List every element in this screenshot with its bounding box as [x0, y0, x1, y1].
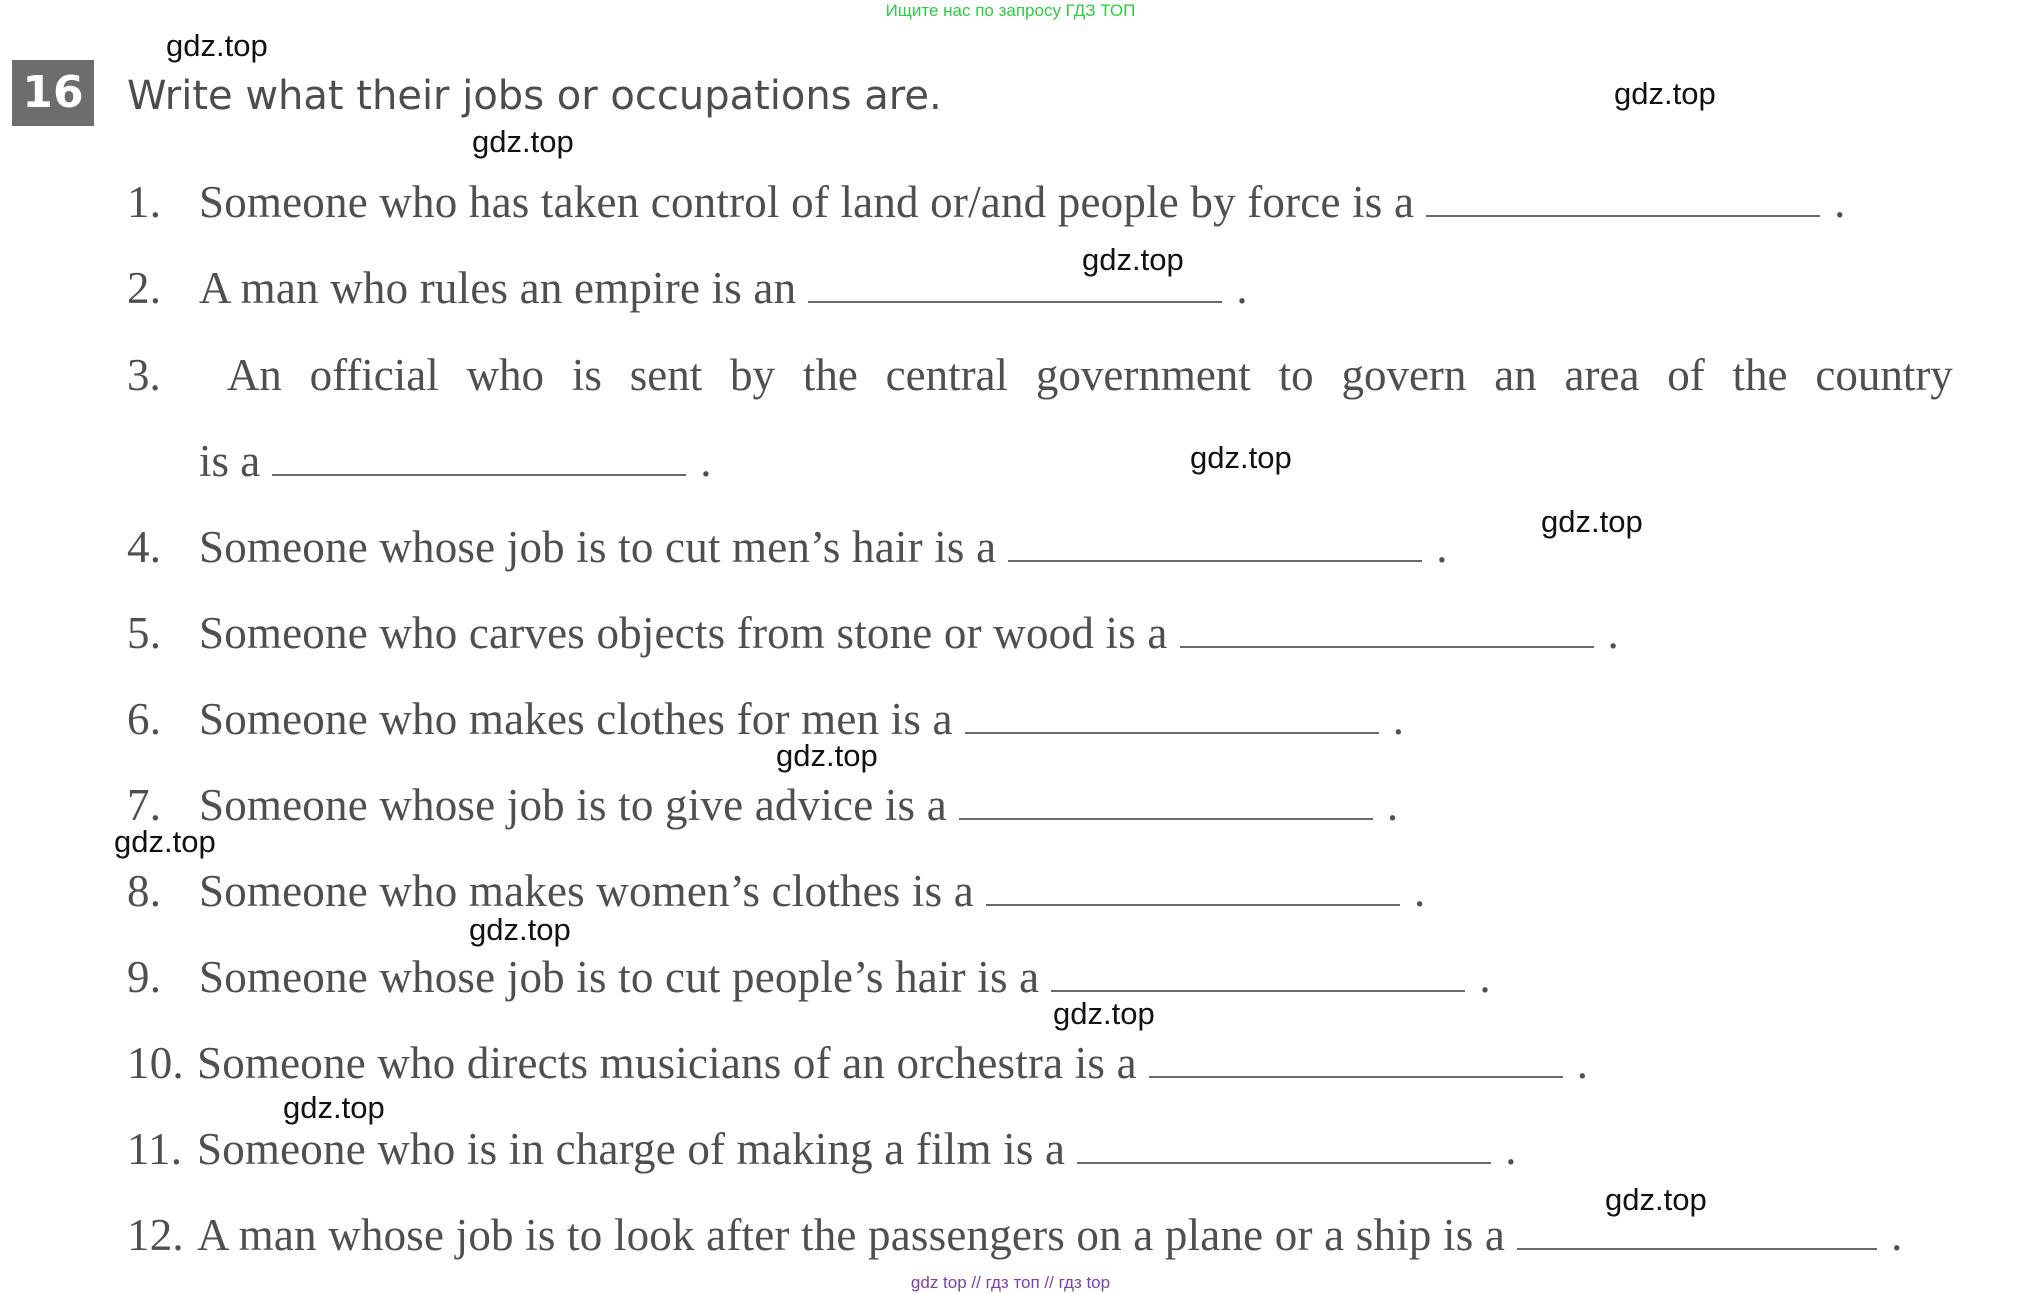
item-word: country: [1815, 350, 1953, 400]
answer-blank[interactable]: [1426, 175, 1820, 217]
item-period: .: [1413, 866, 1426, 916]
item-word: to: [1278, 350, 1314, 400]
item-word: the: [802, 350, 858, 400]
item-period: .: [1386, 780, 1399, 830]
item-period: .: [700, 436, 712, 486]
watermark-label: gdz.top: [1605, 1182, 1707, 1217]
item-number: 4.: [127, 522, 162, 572]
item-number: 6.: [127, 694, 162, 744]
watermark-label: gdz.top: [1541, 504, 1643, 539]
exercise-item-7: [127, 777, 1398, 833]
item-word: the: [1732, 350, 1788, 400]
top-banner: Ищите нас по запросу ГДЗ ТОП: [885, 1, 1136, 20]
item-period: .: [1891, 1210, 1903, 1260]
item-number: 9.: [127, 952, 162, 1002]
exercise-item-2: [127, 260, 1248, 316]
item-text: Someone who makes clothes for men is a: [199, 694, 953, 744]
item-word: central: [885, 350, 1009, 400]
exercise-item-6: [127, 691, 1404, 747]
item-period: .: [1607, 608, 1619, 658]
item-number: 5.: [127, 608, 162, 658]
item-word: sent: [629, 350, 703, 400]
item-word: who: [466, 350, 545, 400]
item-period: .: [1505, 1124, 1517, 1174]
answer-blank[interactable]: [965, 692, 1379, 734]
watermark-label: gdz.top: [1082, 242, 1184, 277]
watermark-label: gdz.top: [469, 912, 571, 947]
exercise-item-3: [127, 347, 1953, 403]
exercise-item-1: [127, 174, 1846, 230]
exercise-item-9: [127, 949, 1491, 1005]
watermark-label: gdz.top: [283, 1090, 385, 1125]
item-word: govern: [1341, 350, 1467, 400]
item-word: an: [1494, 350, 1537, 400]
item-number: 2.: [127, 263, 162, 313]
item-text: A man whose job is to look after the passengers on a plane or a ship is a: [197, 1210, 1506, 1260]
exercise-item-10: [127, 1035, 1588, 1091]
exercise-item-4: [127, 519, 1448, 575]
watermark-label: gdz.top: [1614, 76, 1716, 111]
item-text: Someone who is in charge of making a film is a: [197, 1124, 1066, 1174]
watermark-label: gdz.top: [166, 28, 268, 63]
watermark-label: gdz.top: [1053, 996, 1155, 1031]
item-word: of: [1667, 350, 1705, 400]
watermark-label: gdz.top: [1190, 440, 1292, 475]
item-number: 1.: [127, 177, 162, 227]
exercise-item-11: [127, 1121, 1517, 1177]
item-text: Someone who carves objects from stone or wood is a: [199, 608, 1168, 658]
answer-blank[interactable]: [986, 864, 1400, 906]
item-period: .: [1236, 263, 1248, 313]
answer-blank[interactable]: [1051, 950, 1465, 992]
item-period: .: [1576, 1038, 1589, 1088]
exercise-item-5: [127, 605, 1619, 661]
item-number: 8.: [127, 866, 162, 916]
exercise-title: Write what their jobs or occupations are.: [127, 73, 942, 119]
answer-blank[interactable]: [1077, 1122, 1491, 1164]
watermark-label: gdz.top: [776, 738, 878, 773]
item-number: 7.: [127, 780, 162, 830]
exercise-item-8: [127, 863, 1425, 919]
item-word: by: [730, 350, 776, 400]
item-word: An: [226, 350, 282, 400]
watermark-label: gdz.top: [472, 124, 574, 159]
exercise-item-3-continuation: [199, 433, 712, 489]
answer-blank[interactable]: [1008, 520, 1422, 562]
item-period: .: [1479, 952, 1491, 1002]
item-word: is: [571, 350, 602, 400]
answer-blank[interactable]: [1149, 1036, 1563, 1078]
item-text: is a: [199, 436, 261, 486]
item-number: 3.: [127, 350, 161, 400]
item-number: 10.: [127, 1038, 184, 1088]
item-period: .: [1436, 522, 1448, 572]
item-word: government: [1035, 350, 1251, 400]
item-text: Someone whose job is to cut men’s hair is a: [199, 522, 997, 572]
item-text: Someone whose job is to give advice is a: [199, 780, 947, 830]
item-text: Someone who has taken control of land or/and people by force is a: [199, 177, 1415, 227]
exercise-number-badge: 16: [12, 60, 94, 126]
item-word: area: [1564, 350, 1640, 400]
answer-blank[interactable]: [272, 434, 686, 476]
bottom-banner: gdz top // гдз топ // гдз top: [910, 1273, 1111, 1292]
item-period: .: [1834, 177, 1846, 227]
watermark-label: gdz.top: [114, 824, 216, 859]
item-number: 11.: [127, 1124, 183, 1174]
answer-blank[interactable]: [1180, 606, 1594, 648]
item-number: 12.: [127, 1210, 184, 1260]
item-text: Someone who makes women’s clothes is a: [199, 866, 974, 916]
item-text: A man who rules an empire is an: [199, 263, 797, 313]
item-word: official: [309, 350, 439, 400]
item-text: Someone whose job is to cut people’s hair is a: [199, 952, 1040, 1002]
item-period: .: [1392, 694, 1405, 744]
answer-blank[interactable]: [959, 778, 1373, 820]
item-text: Someone who directs musicians of an orchestra is a: [197, 1038, 1137, 1088]
